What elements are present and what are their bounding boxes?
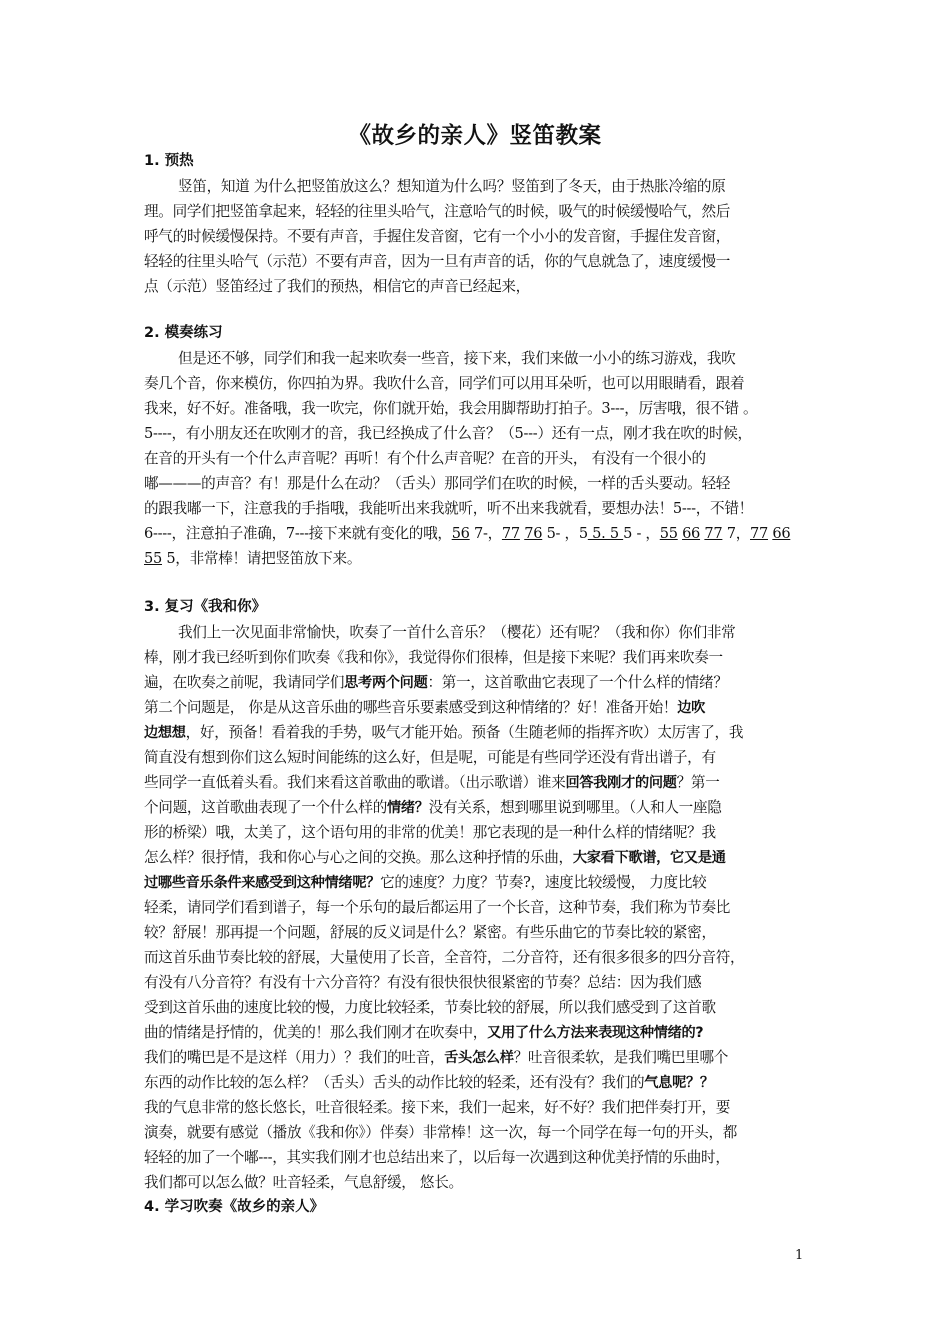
text-run: ：第一，这首歌曲它表现了一个什么样的情绪？	[427, 674, 728, 691]
text-run: 我们的嘴巴是不是这样（用力）？我们的吐音，	[144, 1049, 445, 1066]
text-run: 7-，	[469, 525, 502, 542]
section-heading-review: 3. 复习《我和你》	[144, 599, 267, 615]
notation-line	[144, 546, 806, 571]
text-run: 它的速度？力度？节奏?，速度比较缓慢， 力度比较	[380, 874, 707, 891]
paragraph-line: 在音的开头有一个什么声音呢？再听！有个什么声音呢？在音的开头， 有没有一个很小的	[144, 450, 706, 467]
bold-phrase: 思考两个问题	[344, 675, 428, 691]
text-run: 5- ，5	[542, 525, 588, 542]
underlined-notes: 77	[704, 525, 723, 542]
section-heading-learn: 4. 学习吹奏《故乡的亲人》	[144, 1199, 325, 1215]
paragraph-line: 5----，有小朋友还在吹刚才的音，我已经换成了什么音？（5---）还有一点，刚才我在吹的时候，	[144, 425, 752, 442]
paragraph-line: 呼气的时候缓慢保持。不要有声音，手握住发音窗，它有一个小小的发音窗，手握住发音窗，	[144, 228, 731, 245]
section-heading-warmup: 1. 预热	[144, 153, 194, 169]
text-run: 些同学一直低着头看。我们来看这首歌曲的歌谱。（出示歌谱）谁来	[144, 774, 566, 791]
paragraph-line: 轻柔，请同学们看到谱子，每一个乐句的最后都运用了一个长音，这种节奏，我们称为节奏比	[144, 899, 731, 916]
bold-phrase: 舌头怎么样	[444, 1050, 514, 1066]
bold-phrase: 边想想	[144, 725, 186, 741]
paragraph-line: 嘟———的声音？有！那是什么在动？（舌头）那同学们在吹的时候，一样的舌头要动。轻轻	[144, 475, 731, 492]
paragraph-line: 奏几个音，你来模仿，你四拍为界。我吹什么音，同学们可以用耳朵听，也可以用眼睛看，跟着	[144, 375, 745, 392]
paragraph-line	[144, 845, 806, 870]
text-run: 5 - ，	[623, 525, 660, 542]
paragraph-gap	[144, 299, 806, 321]
paragraph-line	[144, 1020, 806, 1045]
text-run: 6----，注意拍子准确，7---接下来就有变化的哦，	[144, 525, 452, 542]
text-run: 遍，在吹奏之前呢，我请同学们	[144, 674, 345, 691]
bold-phrase: 又用了什么方法来表现这种情绪的?	[487, 1025, 704, 1041]
paragraph-line	[144, 720, 806, 745]
text-run: 东西的动作比较的怎么样？（舌头）舌头的动作比较的轻柔，还有没有？我们的	[144, 1074, 645, 1091]
bold-phrase: 回答我刚才的问题	[565, 775, 677, 791]
text-run: 没有关系，想到哪里说到哪里。（人和人一座隐	[428, 799, 722, 816]
paragraph-line: 轻轻的加了一个嘟---，其实我们刚才也总结出来了，以后每一次遇到这种优美抒情的乐曲时，	[144, 1149, 730, 1166]
text-run: 7，	[722, 525, 750, 542]
section-heading-imitation: 2. 模奏练习	[144, 325, 223, 341]
paragraph-line	[144, 1045, 806, 1070]
underlined-notes: 76	[524, 525, 543, 542]
text-run: 怎么样？很抒情，我和你心与心之间的交换。那么这种抒情的乐曲，	[144, 849, 573, 866]
document-body	[144, 149, 806, 1220]
paragraph-line: 我的气息非常的悠长悠长，吐音很轻柔。接下来，我们一起来，好不好？我们把伴奏打开，要	[144, 1099, 731, 1116]
paragraph-line: 受到这首乐曲的速度比较的慢，力度比较轻柔，节奏比较的舒展，所以我们感受到了这首歌	[144, 999, 716, 1016]
text-run: 5，非常棒！请把竖笛放下来。	[161, 550, 362, 567]
text-run: 曲的情绪是抒情的，优美的！那么我们刚才在吹奏中，	[144, 1024, 488, 1041]
paragraph-line: 的跟我嘟一下，注意我的手指哦，我能听出来我就听，听不出来我就看，要想办法！5---，不错！	[144, 500, 753, 517]
paragraph-line: 理。同学们把竖笛拿起来，轻轻的往里头哈气，注意哈气的时候，吸气的时候缓慢哈气，然后	[144, 203, 731, 220]
paragraph-line	[144, 770, 806, 795]
text-run: ，好，预备！看着我的手势，吸气才能开始。预备（生随老师的指挥齐吹）太厉害了，我	[185, 724, 744, 741]
underlined-notes: 66	[772, 525, 791, 542]
underlined-notes: 77	[750, 525, 768, 542]
paragraph-line: 简直没有想到你们这么短时间能练的这么好，但是呢，可能是有些同学还没有背出谱子，有	[144, 749, 716, 766]
paragraph-line	[144, 670, 806, 695]
paragraph-line: 我们上一次见面非常愉快，吹奏了一首什么音乐？（樱花）还有呢？（我和你）你们非常	[178, 624, 736, 641]
underlined-notes: 55	[144, 550, 162, 567]
bold-phrase: 边吹	[677, 700, 705, 716]
paragraph-line: 我来，好不好。准备哦，我一吹完，你们就开始，我会用脚帮助打拍子。3---，厉害哦，很不错 。	[144, 400, 758, 417]
paragraph-line: 棒，刚才我已经听到你们吹奏《我和你》，我觉得你们很棒，但是接下来呢？我们再来吹奏一	[144, 649, 723, 666]
text-run: 第二个问题是， 你是从这音乐曲的哪些音乐要素感受到这种情绪的？好！准备开始！	[144, 699, 678, 716]
paragraph-line: 较？舒展！那再提一个问题，舒展的反义词是什么？紧密。有些乐曲它的节奏比较的紧密，	[144, 924, 716, 941]
paragraph-line: 而这首乐曲节奏比较的舒展，大量使用了长音，全音符，二分音符，还有很多很多的四分音符，	[144, 949, 745, 966]
paragraph-line: 有没有八分音符？有没有十六分音符？有没有很快很快很紧密的节奏？总结：因为我们感	[144, 974, 702, 991]
page-number: 1	[795, 1248, 804, 1263]
text-run: ？第一	[676, 774, 720, 791]
text-run: 个问题，这首歌曲表现了一个什么样的	[144, 799, 387, 816]
bold-phrase: 大家看下歌谱，它又是通	[572, 850, 726, 866]
document-title: 《故乡的亲人》竖笛教案	[348, 123, 602, 149]
paragraph-line	[144, 1070, 806, 1095]
paragraph-line	[144, 870, 806, 895]
notation-line	[144, 521, 806, 546]
bold-phrase: 气息呢？？	[644, 1075, 714, 1091]
paragraph-line: 竖笛，知道 为什么把竖笛放这么？想知道为什么吗？竖笛到了冬天，由于热胀冷缩的原	[178, 178, 726, 195]
bold-phrase: 过哪些音乐条件来感受到这种情绪呢？	[144, 875, 381, 891]
paragraph-line: 我们都可以怎么做？吐音轻柔，气息舒缓， 悠长。	[144, 1174, 463, 1191]
underlined-notes: 56	[451, 525, 470, 542]
underlined-notes: 66	[682, 525, 701, 542]
paragraph-line: 但是还不够，同学们和我一起来吹奏一些音，接下来，我们来做一小小的练习游戏，我吹	[178, 350, 736, 367]
paragraph-line: 演奏，就要有感觉（播放《我和你》）伴奏）非常棒！这一次，每一个同学在每一句的开头，都	[144, 1124, 738, 1141]
underlined-notes: 77	[501, 525, 520, 542]
paragraph-line: 轻轻的往里头哈气（示范）不要有声音，因为一旦有声音的话，你的气息就急了，速度缓慢一	[144, 253, 731, 270]
bold-phrase: 情绪？	[387, 800, 429, 816]
paragraph-line	[144, 695, 806, 720]
underlined-notes: 55	[659, 525, 678, 542]
paragraph-line	[144, 795, 806, 820]
paragraph-line: 形的桥梁）哦，太美了，这个语句用的非常的优美！那它表现的是一种什么样的情绪呢？我	[144, 824, 716, 841]
text-run: ？吐音很柔软，是我们嘴巴里哪个	[513, 1049, 729, 1066]
paragraph-line: 点（示范）竖笛经过了我们的预热，相信它的声音已经起来，	[144, 278, 530, 295]
paragraph-gap	[144, 571, 806, 595]
underlined-notes: 5. 5	[587, 525, 624, 542]
